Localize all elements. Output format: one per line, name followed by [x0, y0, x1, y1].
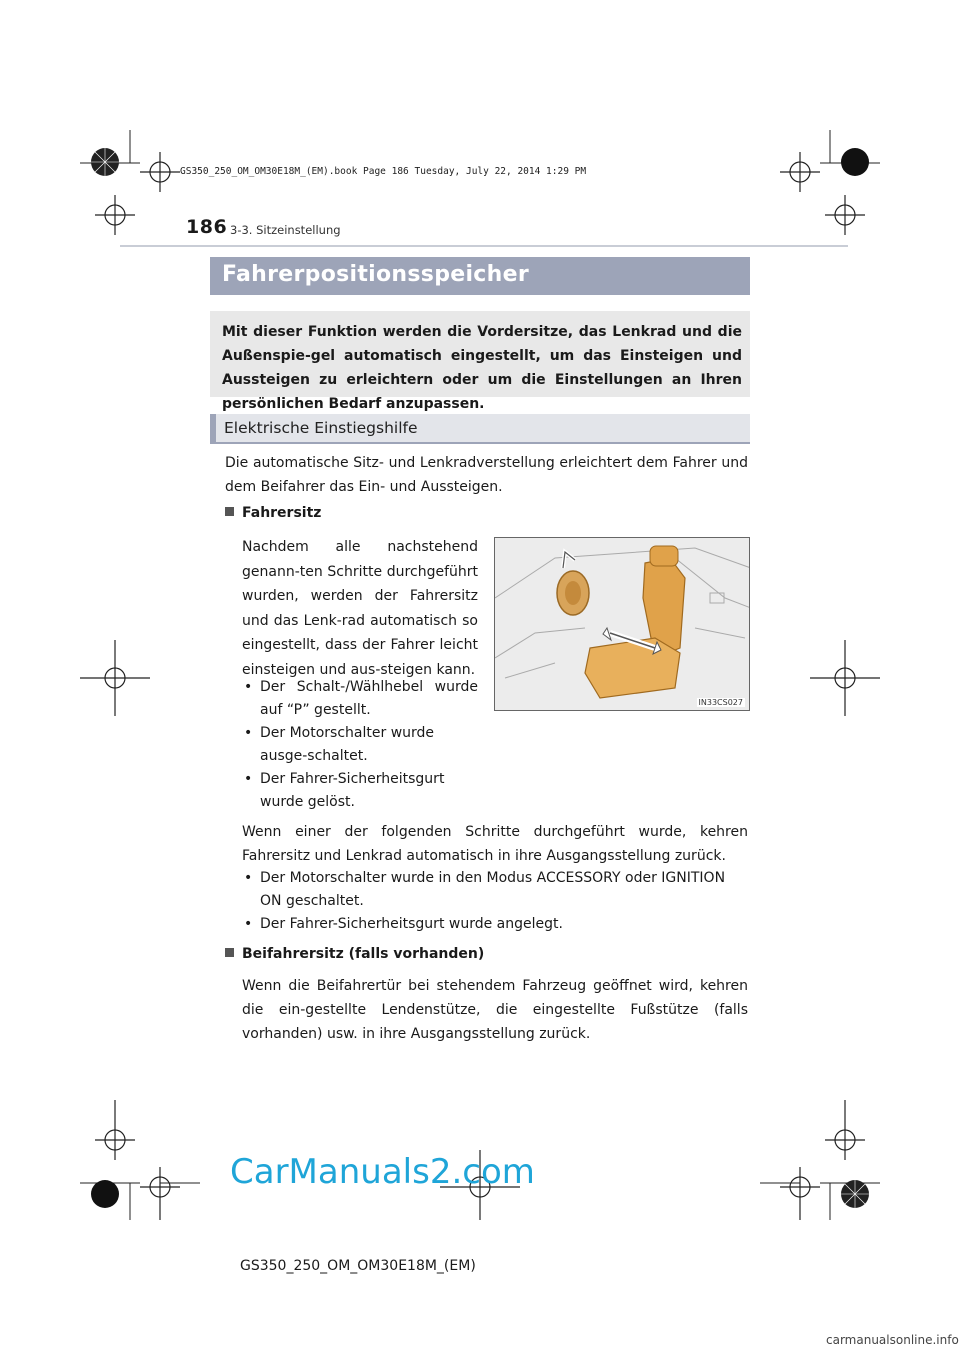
return-condition-1: • Der Motorschalter wurde in den Modus ACCESSORY oder IGNITION ON geschaltet.	[244, 870, 726, 909]
subheading-bar	[210, 414, 750, 443]
title-bar	[210, 257, 750, 295]
page-title: Fahrerpositionsspeicher	[222, 262, 529, 287]
seat-illustration	[494, 537, 750, 711]
driver-seat-heading	[225, 505, 321, 521]
subheading: Elektrische Einstiegshilfe	[224, 419, 418, 437]
square-bullet-icon	[225, 948, 234, 957]
driver-return-text: Wenn einer der folgenden Schritte durchgeführt wurde, kehren Fahrersitz und Lenkrad automatisch in ihre Ausgangsstellung zurück.	[242, 824, 748, 864]
figure-code: IN33CS027	[698, 698, 743, 707]
subheading-text: Die automatische Sitz- und Lenkradverstellung erleichtert dem Fahrer und dem Beifahrer das Ein- und Aussteigen.	[225, 455, 748, 495]
return-condition-1-text: Der Motorschalter wurde in den Modus ACCESSORY oder IGNITION ON geschaltet.	[260, 870, 726, 909]
subheading-rule	[210, 442, 750, 444]
driver-seat-heading-label: Fahrersitz	[242, 505, 322, 521]
seat-drawing	[495, 538, 750, 711]
driver-condition-2: • Der Motorschalter wurde ausge-schaltet.	[244, 725, 435, 764]
footer-code: GS350_250_OM_OM30E18M_(EM)	[240, 1258, 476, 1274]
driver-seat-text: Nachdem alle nachstehend genann-ten Schritte durchgeführt wurden, werden der Fahrersitz und das Lenk-rad automatisch so eingestellt, dass der Fahrer leicht einsteigen und aus-steigen kann.	[242, 539, 478, 678]
intro-box	[210, 311, 750, 412]
passenger-seat-text: Wenn die Beifahrertür bei stehendem Fahrzeug geöffnet wird, kehren die ein-gestellte Lendenstütze, die eingestellte Fußstütze (falls vorhanden) usw. in ihre Ausgangsstellung zurück.	[242, 978, 748, 1042]
page-number: 186	[186, 216, 228, 238]
driver-condition-3-text: Der Fahrer-Sicherheitsgurt wurde gelöst.	[260, 771, 445, 810]
driver-condition-1-text: Der Schalt-/Wählhebel wurde auf “P” gestellt.	[260, 679, 478, 718]
watermark: CarManuals2.com	[230, 1152, 535, 1192]
return-condition-2-text: Der Fahrer-Sicherheitsgurt wurde angelegt.	[260, 916, 563, 932]
watermark-2: carmanualsonline.info	[826, 1333, 959, 1347]
return-condition-2: • Der Fahrer-Sicherheitsgurt wurde angelegt.	[244, 916, 563, 932]
passenger-seat-heading	[225, 946, 484, 962]
driver-condition-1: • Der Schalt-/Wählhebel wurde auf “P” gestellt.	[244, 679, 478, 718]
header-rule	[120, 245, 848, 247]
passenger-seat-heading-label: Beifahrersitz (falls vorhanden)	[242, 946, 485, 962]
driver-condition-3: • Der Fahrer-Sicherheitsgurt wurde gelöst.	[244, 771, 445, 810]
print-info-line: GS350_250_OM_OM30E18M_(EM).book Page 186 Tuesday, July 22, 2014 1:29 PM	[180, 166, 587, 177]
intro-text: Mit dieser Funktion werden die Vordersitze, das Lenkrad und die Außenspie-gel automatisch eingestellt, um das Einsteigen und Aussteigen zu erleichtern oder um die Einstellungen an Ihren persönlichen Bedarf anzupassen.	[222, 324, 742, 412]
square-bullet-icon	[225, 507, 234, 516]
driver-condition-2-text: Der Motorschalter wurde ausge-schaltet.	[260, 725, 435, 764]
section-label: 3-3. Sitzeinstellung	[230, 223, 341, 237]
